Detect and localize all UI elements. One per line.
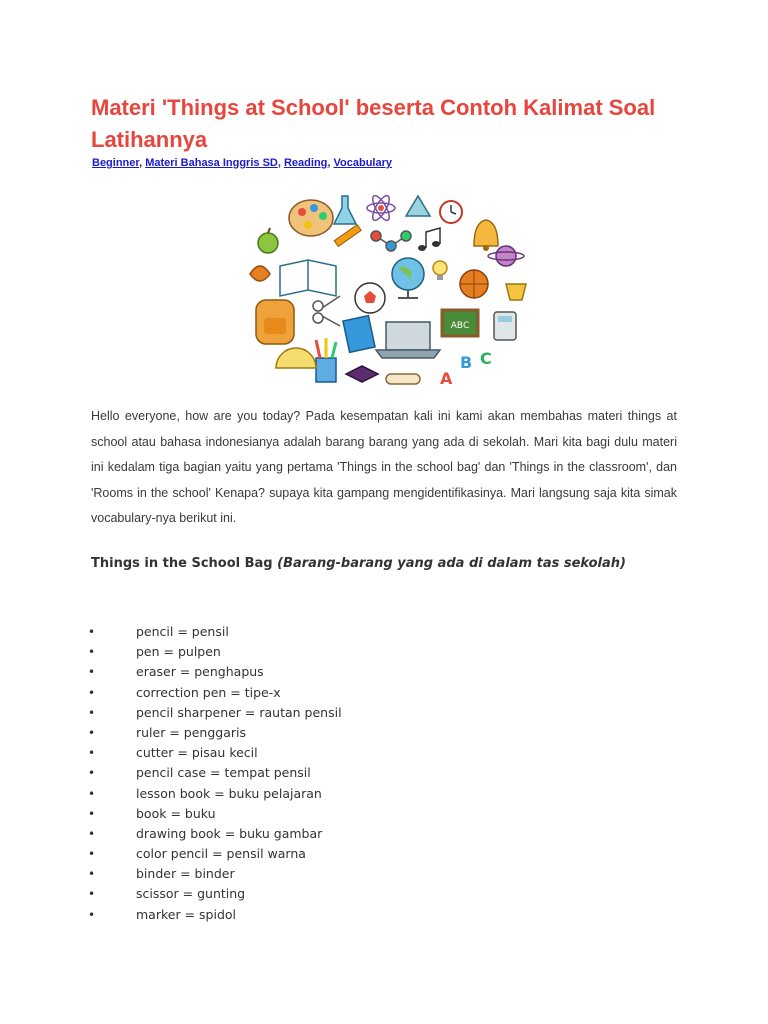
category-link-reading[interactable]: Reading: [283, 157, 328, 169]
bullet-icon: •: [88, 645, 96, 660]
bullet-icon: •: [88, 907, 96, 922]
bullet-icon: •: [88, 826, 96, 841]
atom-icon: [367, 193, 395, 222]
vocab-entry: correction pen = tipe-x: [136, 684, 281, 700]
list-item: [88, 864, 342, 884]
category-link-vocabulary[interactable]: Vocabulary: [333, 157, 393, 169]
letter-b: B: [460, 353, 473, 372]
laptop-icon: [376, 322, 440, 358]
globe-icon: [392, 258, 424, 298]
vocab-entry: lesson book = buku pelajaran: [136, 785, 322, 801]
music-notes-icon: [418, 228, 440, 251]
bullet-icon: •: [88, 806, 96, 821]
list-item: [88, 662, 342, 682]
vocab-entry: color pencil = pensil warna: [136, 846, 306, 862]
list-item: [88, 642, 342, 662]
school-things-illustration: [236, 188, 532, 398]
bullet-icon: •: [88, 847, 96, 862]
list-item: [88, 824, 342, 844]
book-icon: [280, 260, 336, 296]
bullet-icon: •: [88, 746, 96, 761]
vocabulary-list: [88, 622, 342, 925]
vocab-entry: scissor = gunting: [136, 886, 246, 902]
list-item: [88, 743, 342, 763]
category-separator: ,: [327, 157, 331, 169]
flask-icon: [334, 196, 356, 224]
list-item: [88, 784, 342, 804]
category-separator: ,: [277, 157, 281, 169]
bullet-icon: •: [88, 786, 96, 801]
scissors-icon: [313, 296, 340, 326]
section-heading: [91, 556, 626, 571]
intro-paragraph: Hello everyone, how are you today? Pada kesempatan kali ini kami akan membahas materi things at school atau bahasa indonesianya adalah barang barang yang ada di sekolah. Mari kita bagi dulu materi ini kedalam tiga bagian yaitu yang pertama 'Things in the school bag' dan 'Things in the classroom', dan 'Rooms in the school' Kenapa? supaya kita gampang mengidentifikasinya. Mari langsung saja kita simak vocabulary-nya berikut ini.: [91, 409, 677, 525]
letter-blocks-icon: [440, 349, 492, 388]
bullet-icon: •: [88, 685, 96, 700]
chalkboard-text: ABC: [450, 321, 470, 331]
palette-icon: [289, 200, 333, 236]
notebook-icon: [343, 316, 375, 353]
pencil-icon: [334, 225, 361, 247]
vocab-entry: pencil = pensil: [136, 624, 229, 639]
pencil-cup-icon: [316, 338, 336, 382]
lightbulb-icon: [433, 261, 447, 280]
vocab-entry: eraser = penghapus: [136, 664, 264, 680]
bullet-icon: •: [88, 887, 96, 902]
clock-icon: [440, 201, 462, 223]
category-link-materi-sd[interactable]: Materi Bahasa Inggris SD: [145, 157, 278, 169]
bell-icon: [474, 220, 498, 251]
section-heading-text: Things in the School Bag: [91, 556, 273, 571]
vocab-entry: cutter = pisau kecil: [136, 745, 258, 761]
vocab-entry: book = buku: [136, 805, 216, 821]
list-item: [88, 763, 342, 783]
protractor-icon: [276, 348, 316, 368]
list-item: [88, 884, 342, 904]
basketball-icon: [460, 270, 488, 298]
leaf-icon: [250, 266, 270, 281]
vocab-entry: pen = pulpen: [136, 644, 221, 660]
apple-icon: [258, 228, 278, 253]
vocab-entry: drawing book = buku gambar: [136, 825, 323, 841]
bullet-icon: •: [88, 665, 96, 680]
vocab-entry: ruler = penggaris: [136, 724, 246, 740]
bullet-icon: •: [88, 625, 96, 639]
molecule-icon: [371, 231, 411, 251]
calculator-icon: [494, 312, 516, 340]
category-link-beginner[interactable]: Beginner: [92, 157, 140, 169]
triangle-icon: [406, 196, 430, 216]
list-item: [88, 703, 342, 723]
vocab-entry: pencil sharpener = rautan pensil: [136, 704, 342, 720]
letter-a: A: [440, 369, 453, 388]
section-subheading: (Barang-barang yang ada di dalam tas sekolah): [277, 556, 626, 571]
bullet-icon: •: [88, 867, 96, 882]
chalkboard-icon: [442, 310, 478, 336]
vocab-entry: pencil case = tempat pensil: [136, 765, 311, 781]
vocab-entry: marker = spidol: [136, 906, 236, 922]
list-item: [88, 683, 342, 703]
graduation-cap-icon: [346, 366, 378, 382]
scroll-icon: [386, 374, 420, 384]
list-item: [88, 723, 342, 743]
letter-c: C: [480, 349, 492, 368]
bullet-icon: •: [88, 705, 96, 720]
page-title: Materi 'Things at School' beserta Contoh Kalimat Soal Latihannya: [91, 95, 656, 152]
vocab-entry: binder = binder: [136, 866, 235, 882]
category-links: [92, 157, 392, 169]
bullet-icon: •: [88, 766, 96, 781]
list-item: [88, 804, 342, 824]
list-item: [88, 844, 342, 864]
bullet-icon: •: [88, 725, 96, 740]
trophy-icon: [506, 284, 526, 300]
category-separator: ,: [139, 157, 143, 169]
soccer-ball-icon: [355, 283, 385, 313]
list-item: [88, 905, 342, 925]
backpack-icon: [256, 300, 294, 344]
list-item: [88, 622, 342, 642]
planet-icon: [488, 246, 524, 266]
